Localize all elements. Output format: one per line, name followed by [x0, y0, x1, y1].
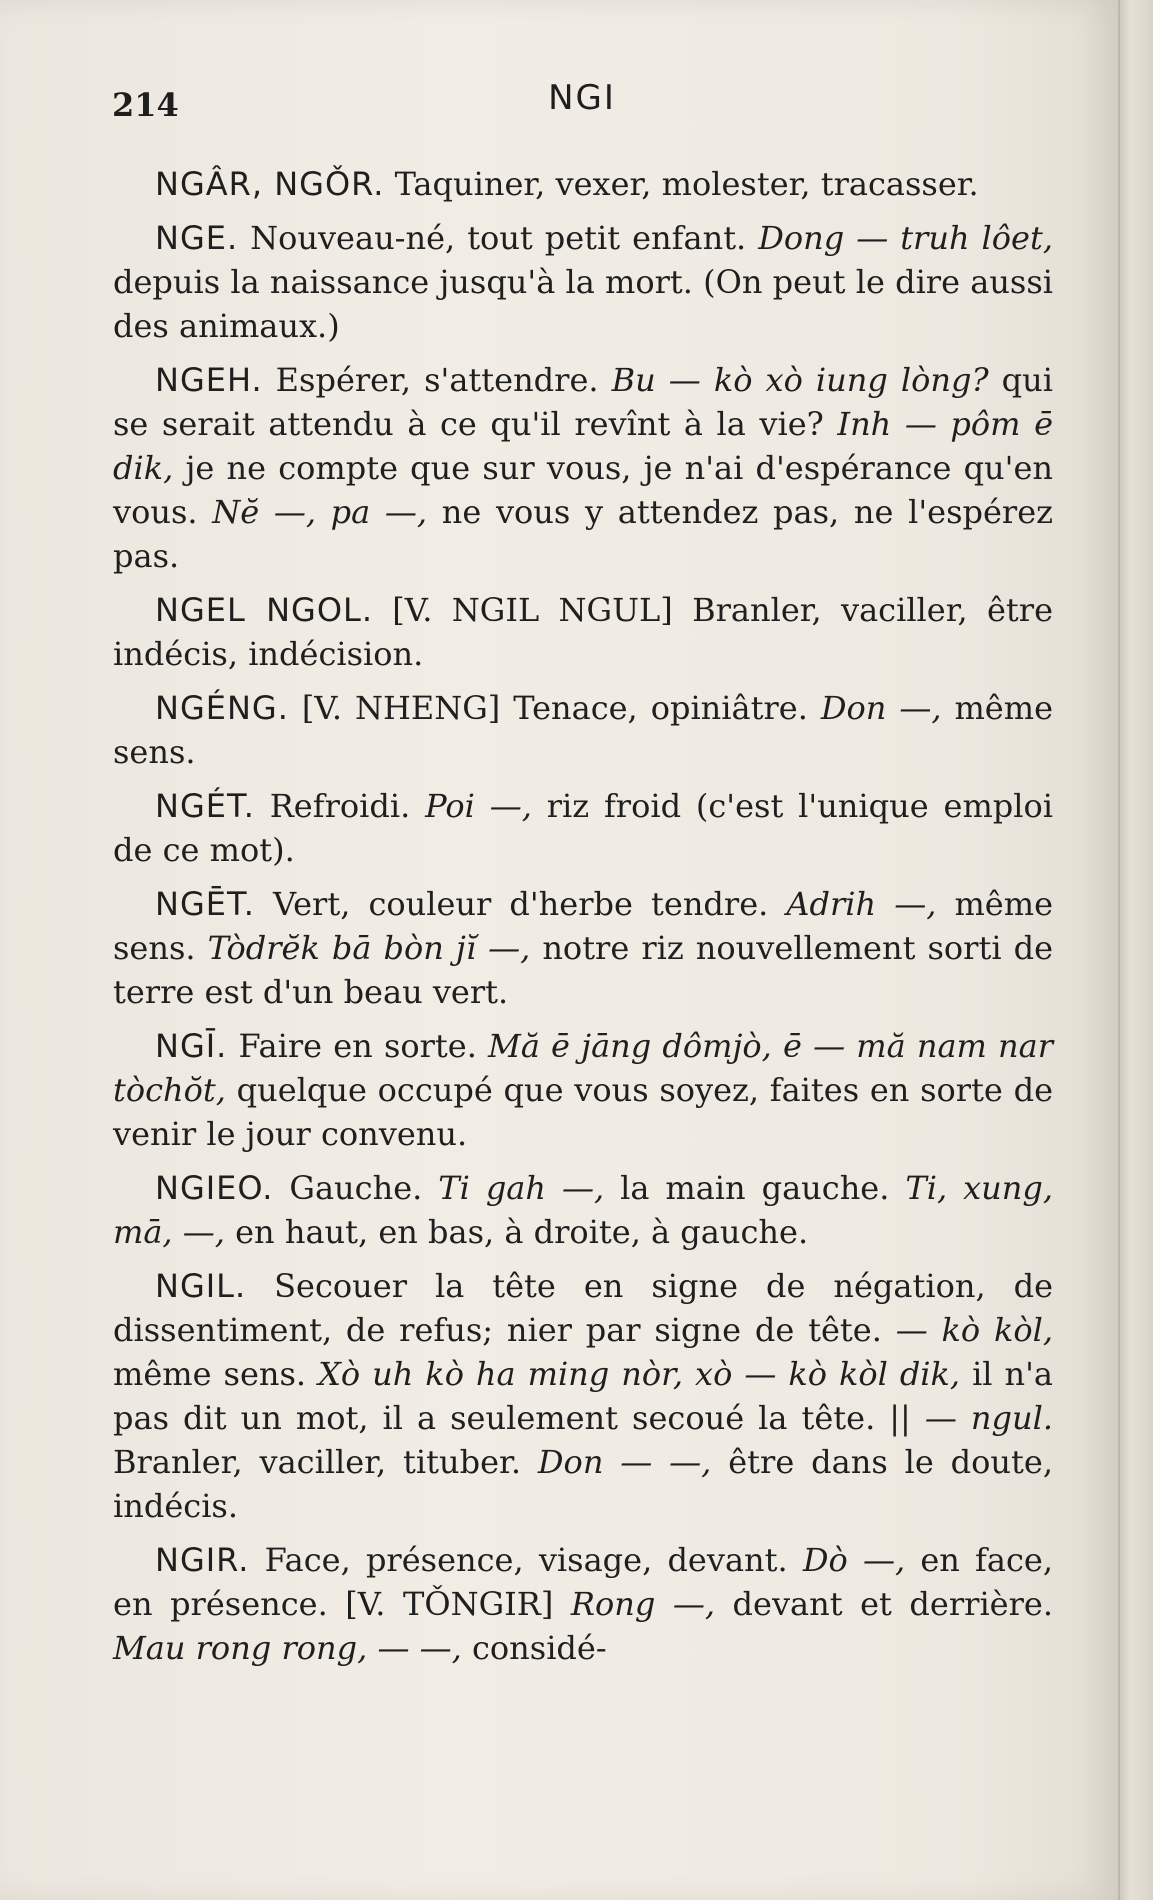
example: Adrih —,	[786, 885, 937, 923]
example: Dò —,	[802, 1541, 906, 1579]
entry-nget-vert: NGĒT. Vert, couleur d'herbe tendre. Adrih —, même sens. Tòdrĕk bā bòn jĭ —, notre riz nouvellement sorti de terre est d'un beau vert.	[113, 885, 1054, 1011]
example: — kò kòl,	[895, 1311, 1054, 1349]
example: Dong — truh lôet,	[758, 219, 1054, 257]
example: Tòdrĕk bā bòn jĭ —,	[207, 929, 531, 967]
headword: NGEL NGOL.	[155, 591, 373, 629]
example: Don —,	[820, 689, 942, 727]
entry-ngel-ngol: NGEL NGOL. [V. NGIL NGUL] Branler, vaciller, être indécis, indécision.	[113, 591, 1053, 673]
entry-ngeh: NGEH. Espérer, s'attendre. Bu — kò xò iung lòng? qui se serait attendu à ce qu'il revînt à la vie? Inh — pôm ē dik, je ne compte que sur vous, je n'ai d'espérance qu'en vous. Nĕ —, pa —, ne vous y attendez pas, ne l'espérez pas.	[113, 361, 1054, 575]
entry-ngil: NGIL. Secouer la tête en signe de négation, de dissentiment, de refus; nier par signe de tête. — kò kòl, même sens. Xò uh kò ha ming nòr, xò — kò kòl dik, il n'a pas dit un mot, il a seulement secoué la tête. || — ngul. Branler, vaciller, tituber. Don — —, être dans le doute, indécis.	[113, 1267, 1054, 1525]
page-edge	[1118, 0, 1153, 1900]
entry-ngeng: NGÉNG. [V. NHENG] Tenace, opiniâtre. Don —, même sens.	[113, 689, 1054, 771]
headword: NGIEO.	[155, 1169, 274, 1207]
example: — ngul.	[924, 1399, 1054, 1437]
headword: NGĪ.	[155, 1027, 228, 1065]
entry-nge: NGE. Nouveau-né, tout petit enfant. Dong — truh lôet, depuis la naissance jusqu'à la mort. (On peut le dire aussi des animaux.)	[113, 219, 1054, 345]
example: Bu — kò xò iung lòng?	[611, 361, 989, 399]
example: Ti gah —,	[438, 1169, 605, 1207]
entry-ngir: NGIR. Face, présence, visage, devant. Dò —, en face, en présence. [V. TǑNGIR] Rong —, devant et derrière. Mau rong rong, — —, considé-	[113, 1541, 1054, 1667]
entry-ngieo: NGIEO. Gauche. Ti gah —, la main gauche. Ti, xung, mā, —, en haut, en bas, à droite, à gauche.	[113, 1169, 1054, 1251]
example: Nĕ —, pa —,	[212, 493, 428, 531]
page-header	[112, 78, 1052, 128]
example: Rong —,	[570, 1585, 716, 1623]
example: Poi —,	[425, 787, 532, 825]
example: Inh — pôm ē dik,	[113, 405, 1054, 487]
headword: NGE.	[155, 219, 239, 257]
headword: NGÉNG.	[155, 689, 289, 727]
entry-nget-refroidi: NGÉT. Refroidi. Poi —, riz froid (c'est l'unique emploi de ce mot).	[113, 787, 1054, 869]
example: Don — —,	[537, 1443, 712, 1481]
entry-ngar: NGÂR, NGǑR. Taquiner, vexer, molester, tracasser.	[155, 165, 979, 203]
example: Ti, xung, mā, —,	[113, 1169, 1054, 1251]
example: Mă ē jāng dômjò, ē — mă nam nar tòchŏt,	[113, 1027, 1053, 1109]
running-head: NGI	[548, 78, 616, 118]
headword: NGĒT.	[155, 885, 255, 923]
entry-ngi: NGĪ. Faire en sorte. Mă ē jāng dômjò, ē — mă nam nar tòchŏt, quelque occupé que vous soyez, faites en sorte de venir le jour convenu.	[113, 1027, 1053, 1153]
headword: NGIR.	[155, 1541, 250, 1579]
headword: NGIL.	[155, 1267, 247, 1305]
example: Mau rong rong, — —,	[113, 1629, 462, 1667]
page-number: 214	[112, 86, 179, 124]
example: Xò uh kò ha ming nòr, xò — kò kòl dik,	[318, 1355, 961, 1393]
headword: NGÉT.	[155, 787, 255, 825]
headword: NGEH.	[155, 361, 263, 399]
dictionary-entries	[113, 162, 1053, 1680]
headword: NGÂR, NGǑR.	[155, 165, 385, 203]
